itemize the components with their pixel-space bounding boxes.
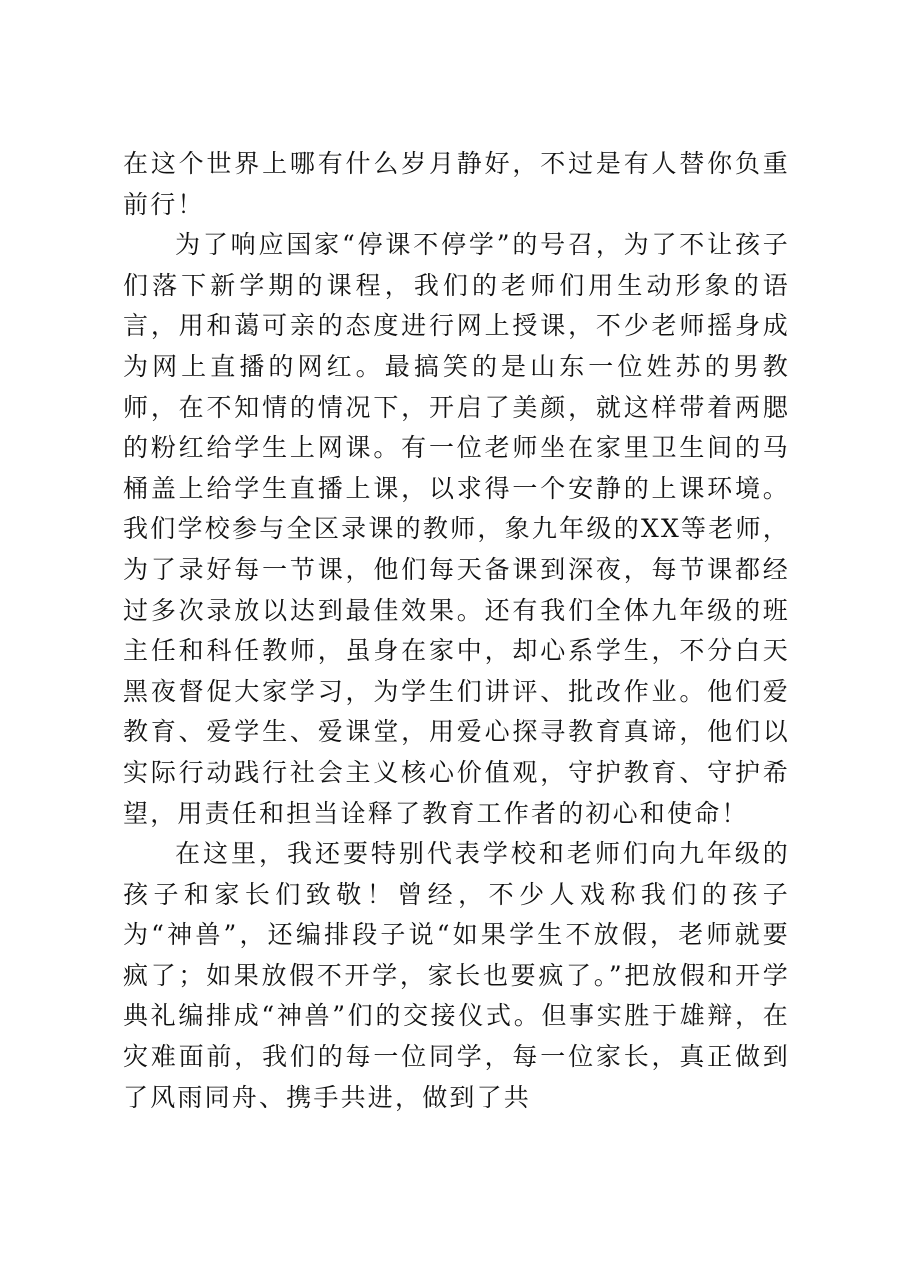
paragraph-salute-students: 在这里，我还要特别代表学校和老师们向九年级的孩子和家长们致敬！曾经，不少人戏称我们的孩子为“神兽”，还编排段子说“如果学生不放假，老师就要疯了；如果放假不开学，家长也要疯了。”把放假和开学典礼编排成“神兽”们的交接仪式。但事实胜于雄辩，在灾难面前，我们的每一位同学，每一位家长，真正做到了风雨同舟、携手共进，做到了共 xyxy=(123,839,790,1112)
paragraph-continuation: 在这个世界上哪有什么岁月静好，不过是有人替你负重前行！ xyxy=(123,149,790,219)
document-body xyxy=(123,144,790,1118)
paragraph-teachers-online: 为了响应国家“停课不停学”的号召，为了不让孩子们落下新学期的课程，我们的老师们用生动形象的语言，用和蔼可亲的态度进行网上授课，不少老师摇身成为网上直播的网红。最搞笑的是山东一位姓苏的男教师，在不知情的情况下，开启了美颜，就这样带着两腮的粉红给学生上网课。有一位老师坐在家里卫生间的马桶盖上给学生直播上课，以求得一个安静的上课环境。我们学校参与全区录课的教师，象九年级的XX等老师，为了录好每一节课，他们每天备课到深夜，每节课都经过多次录放以达到最佳效果。还有我们全体九年级的班主任和科任教师，虽身在家中，却心系学生，不分白天黑夜督促大家学习，为学生们讲评、批改作业。他们爱教育、爱学生、爱课堂，用爱心探寻教育真谛，他们以实际行动践行社会主义核心价值观，守护教育、守护希望，用责任和担当诠释了教育工作者的初心和使命！ xyxy=(123,230,790,828)
